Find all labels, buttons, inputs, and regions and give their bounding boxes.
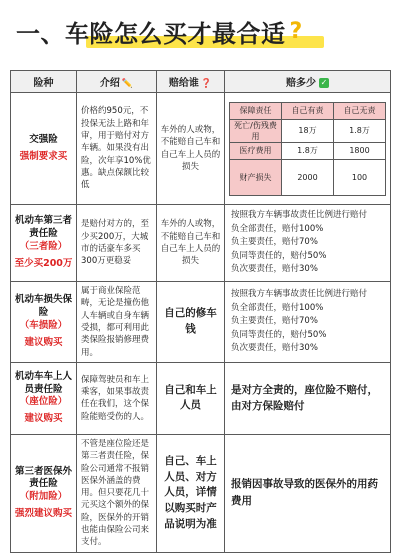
- payee-text: 自己的修车钱: [157, 282, 225, 363]
- type-advice: 建议购买: [24, 336, 63, 348]
- pay-line: 负同等责任的，赔付50%: [231, 250, 327, 261]
- amount-cell: [225, 93, 391, 205]
- pay-line: 按照我方车辆事故责任比例进行赔付: [231, 288, 368, 299]
- pay-line: 负次要责任，赔付30%: [231, 343, 318, 354]
- subtable-cell: 2000: [282, 159, 334, 195]
- pay-line: 负次要责任，赔付30%: [231, 264, 318, 275]
- type-name: 机动车第三者责任险: [14, 215, 72, 240]
- header-type: 险种: [11, 71, 77, 93]
- payee-text: 自己、车上人员、对方人员，详情以购买时产品说明为准: [157, 434, 225, 552]
- type-alias: （附加险）: [19, 491, 68, 503]
- page-title: [0, 0, 400, 62]
- payee-text: 车外的人或物，不能赔自己车和自己车上人员的损失: [157, 205, 225, 282]
- table-row: [11, 434, 391, 552]
- question-mark: ?: [289, 18, 303, 44]
- intro-text: 保障驾驶员和车上乘客，如果事故责任在我们，这个保险能赔受伤的人。: [77, 362, 157, 434]
- type-alias: （车损险）: [19, 319, 68, 331]
- type-name: 机动车损失保险: [14, 294, 72, 319]
- header-payee: 赔给谁 ❓: [157, 71, 225, 93]
- type-advice: 至少买200万: [14, 257, 73, 269]
- subtable-cell: 医疗费用: [230, 142, 282, 159]
- payee-text: 车外的人或物，不能赔自己车和自己车上人员的损失: [157, 93, 225, 205]
- pencil-icon: ✏️: [121, 79, 134, 89]
- intro-text: 价格约950元，不投保无法上路和年审，用于赔付对方车辆。如果没有出险，次年享10%优惠。缺点保额比较低: [77, 93, 157, 205]
- pay-line: 负主要责任，赔付70%: [231, 237, 318, 248]
- type-name: 机动车车上人员责任险: [14, 370, 72, 395]
- table-row: [11, 282, 391, 363]
- type-advice: 建议购买: [24, 413, 63, 425]
- insurance-type: [11, 93, 77, 205]
- title-text: 一、车险怎么买才最合适: [16, 19, 286, 48]
- insurance-table: [10, 70, 391, 553]
- insurance-type: [11, 434, 77, 552]
- pay-line: 负全部责任，赔付100%: [231, 302, 324, 313]
- intro-text: 属于商业保险范畴，无论是撞伤他人车辆或自身车辆受损，都可利用此类保险报销修理费用。: [77, 282, 157, 363]
- coverage-subtable: [229, 102, 386, 196]
- insurance-type: [11, 362, 77, 434]
- question-mark-icon: ❓: [200, 79, 213, 89]
- amount-cell: 是对方全责的，座位险不赔付，由对方保险赔付: [225, 362, 391, 434]
- table-row: [11, 205, 391, 282]
- subtable-header: 保障责任: [230, 102, 282, 119]
- subtable-header: 自己无责: [334, 102, 386, 119]
- amount-cell: [225, 205, 391, 282]
- insurance-type: [11, 282, 77, 363]
- header-intro: 介绍 ✏️: [77, 71, 157, 93]
- header-row: [11, 71, 391, 93]
- subtable-cell: 死亡/伤残费用: [230, 119, 282, 142]
- subtable-cell: 1.8万: [282, 142, 334, 159]
- type-alias: （座位险）: [19, 396, 68, 408]
- type-advice: 强烈建议购买: [14, 508, 72, 520]
- type-name: 第三者医保外责任险: [14, 465, 72, 490]
- insurance-type: [11, 205, 77, 282]
- intro-text: 是赔付对方的，至少买200万，大城市的话豪车多买300万更稳妥: [77, 205, 157, 282]
- amount-cell: 报销因事故导致的医保外的用药费用: [225, 434, 391, 552]
- header-amount: 赔多少 ✓: [225, 71, 391, 93]
- subtable-cell: 财产损失: [230, 159, 282, 195]
- subtable-cell: 1.8万: [334, 119, 386, 142]
- pay-line: 负同等责任的，赔付50%: [231, 329, 327, 340]
- pay-line: 按照我方车辆事故责任比例进行赔付: [231, 210, 368, 221]
- payee-text: 自己和车上人员: [157, 362, 225, 434]
- amount-cell: [225, 282, 391, 363]
- type-name: 交强险: [29, 133, 58, 145]
- check-icon: ✓: [320, 78, 328, 87]
- subtable-cell: 100: [334, 159, 386, 195]
- subtable-header: 自己有责: [282, 102, 334, 119]
- pay-line: 负主要责任，赔付70%: [231, 316, 318, 327]
- subtable-cell: 1800: [334, 142, 386, 159]
- subtable-cell: 18万: [282, 119, 334, 142]
- pay-line: 负全部责任，赔付100%: [231, 223, 324, 234]
- table-row: [11, 93, 391, 205]
- type-alias: （三者险）: [19, 241, 68, 252]
- type-advice: 强制要求买: [19, 150, 68, 162]
- table-row: [11, 362, 391, 434]
- intro-text: 不管是座位险还是第三者责任险，保险公司通常不报销医保外涵盖的费用。但只要花几十元买这个额外的保险，医保外的开销也能由保险公司来支付。: [77, 434, 157, 552]
